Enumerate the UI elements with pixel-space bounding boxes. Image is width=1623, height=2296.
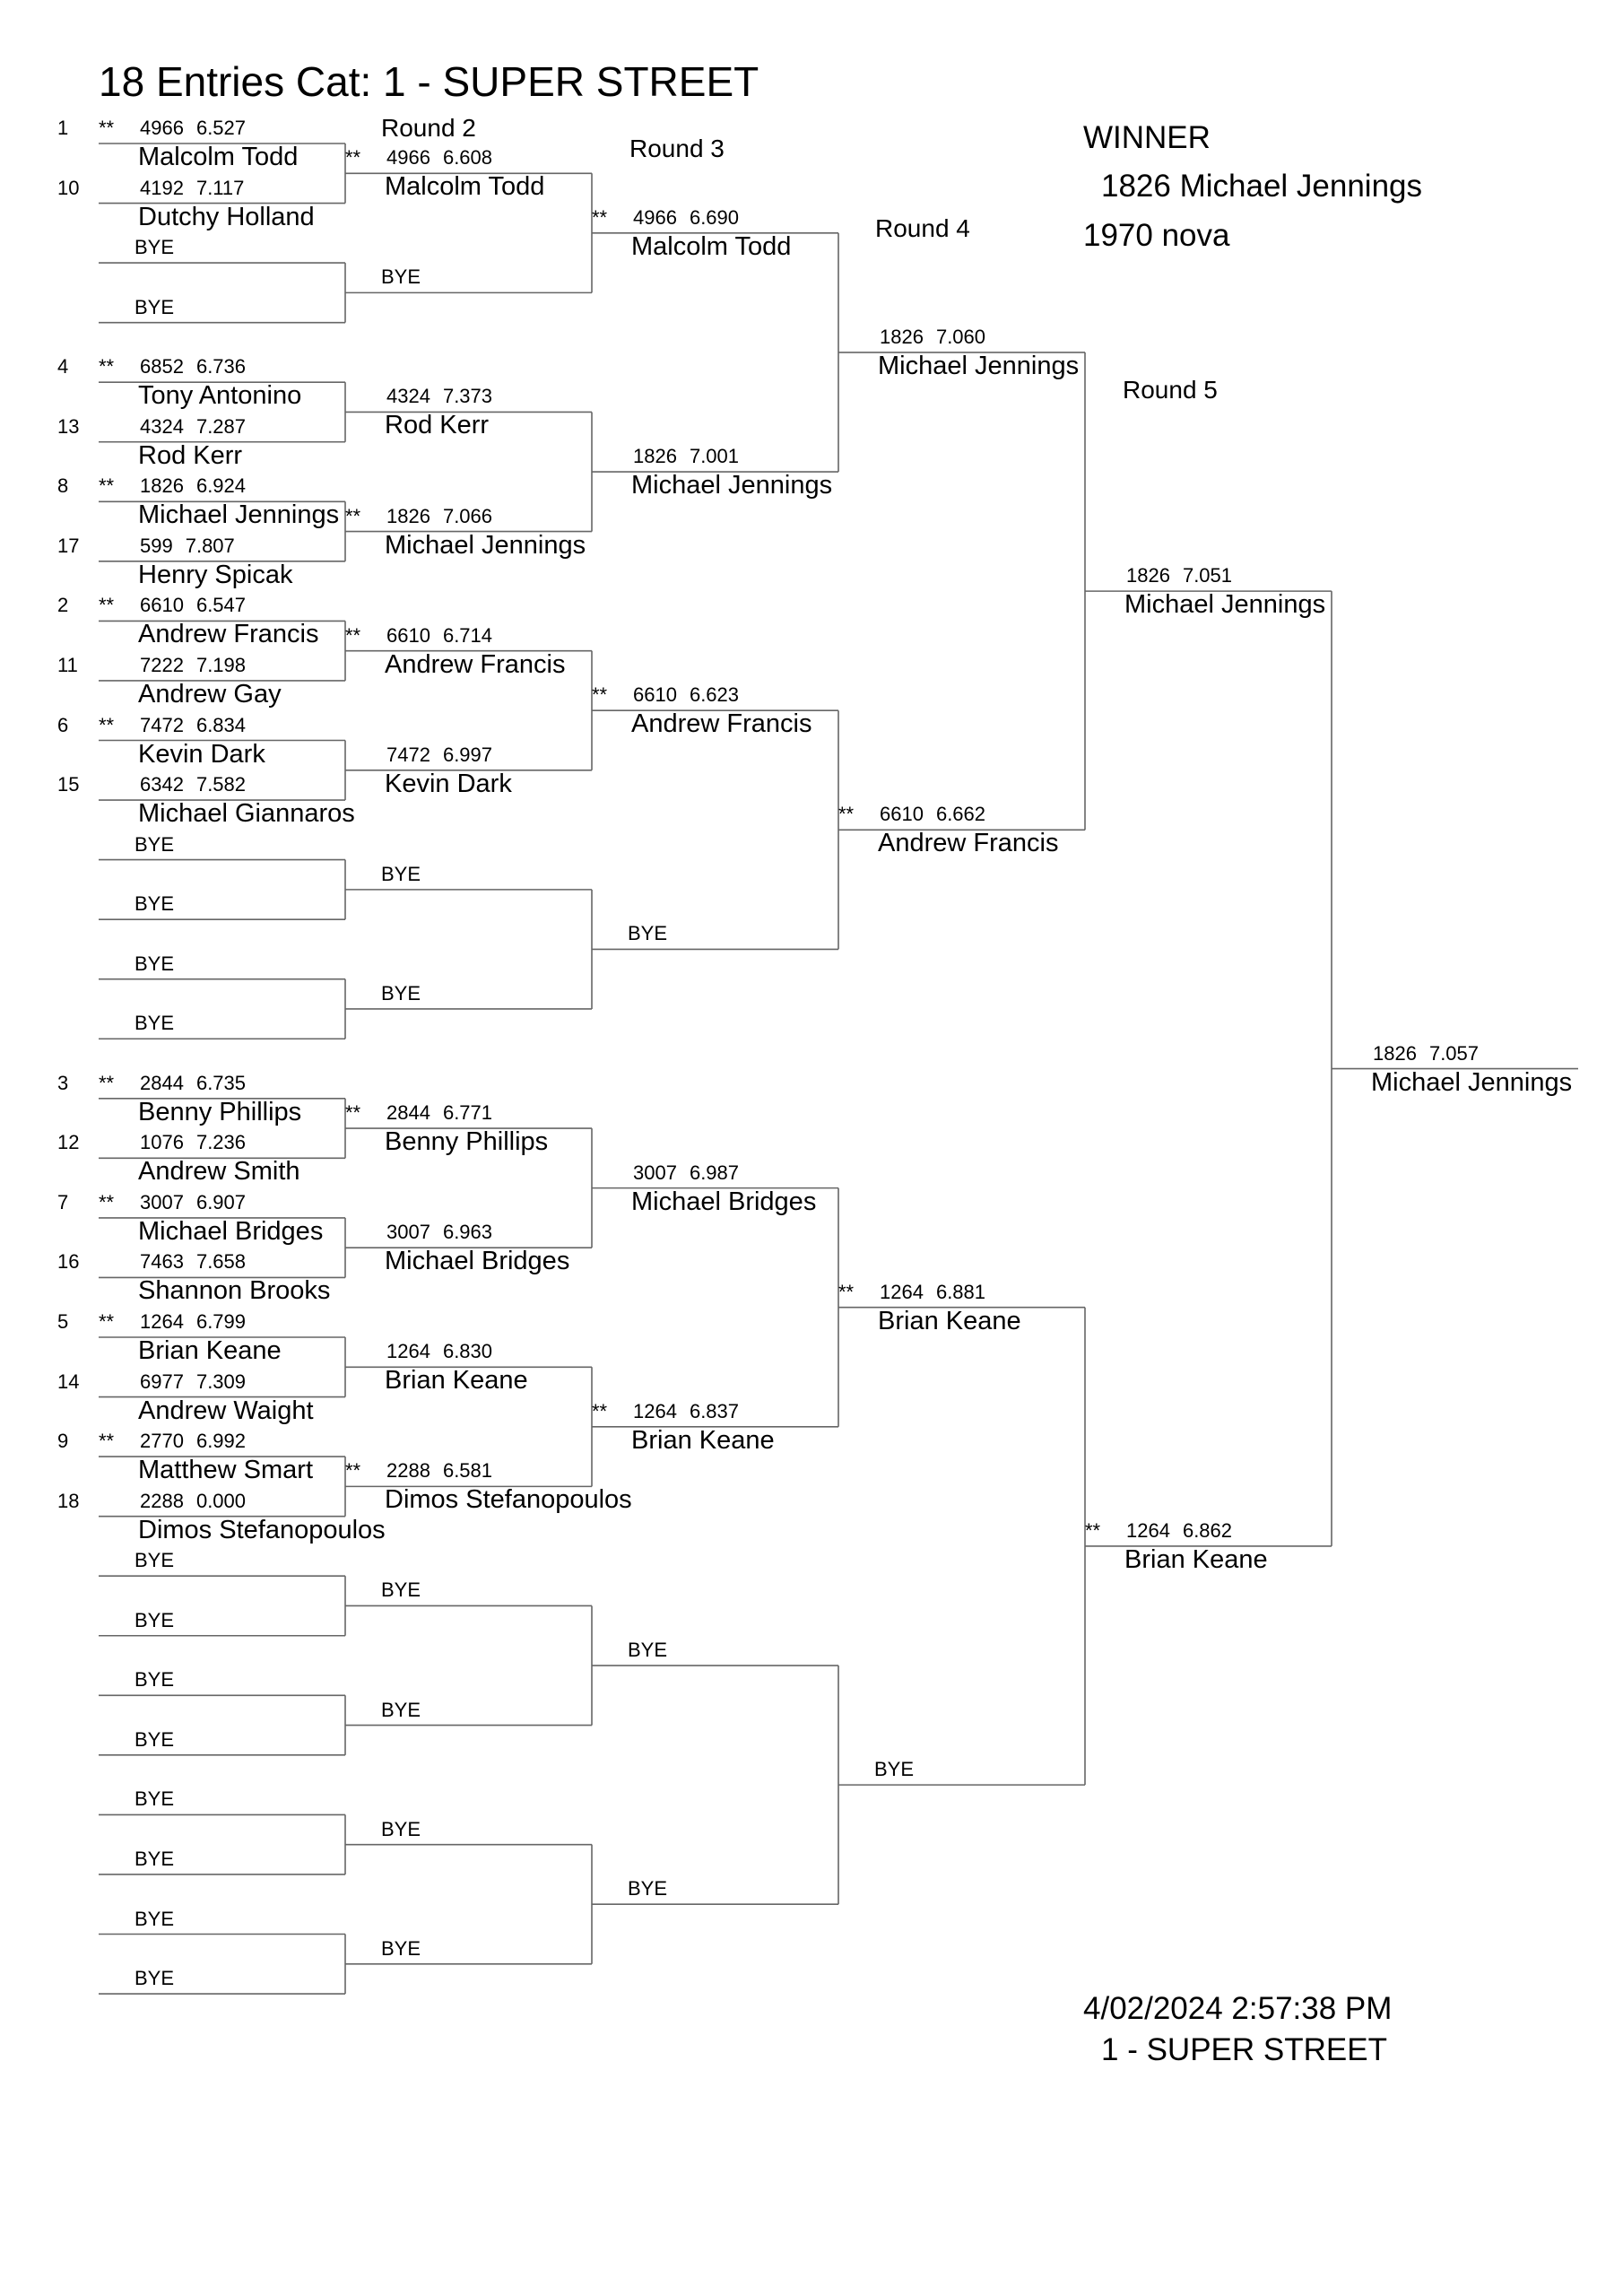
qualifier-mark: ** bbox=[99, 1430, 115, 1453]
qualifier-mark: ** bbox=[99, 117, 115, 139]
driver-name: Matthew Smart bbox=[138, 1456, 313, 1485]
qualifier-mark: ** bbox=[838, 1280, 855, 1303]
footer-datetime: 4/02/2024 2:57:38 PM bbox=[1083, 1991, 1393, 2026]
elapsed-time: 7.807 bbox=[185, 534, 235, 557]
driver-name: Andrew Waight bbox=[138, 1396, 314, 1425]
qualifier-mark: ** bbox=[345, 504, 361, 527]
driver-name: Andrew Smith bbox=[138, 1157, 300, 1187]
elapsed-time: 7.198 bbox=[195, 653, 247, 676]
elapsed-time: 7.658 bbox=[195, 1250, 247, 1274]
round-2-label: Round 2 bbox=[381, 114, 476, 142]
entry-info bbox=[592, 1163, 739, 1183]
car-number: 1826 bbox=[1373, 1041, 1417, 1065]
qualifier-mark: ** bbox=[1085, 1518, 1101, 1542]
driver-name: Benny Phillips bbox=[138, 1097, 302, 1126]
bye-label: BYE bbox=[135, 236, 175, 259]
car-number: 6610 bbox=[140, 594, 184, 617]
driver-name: Michael Jennings bbox=[1124, 590, 1326, 620]
bye-label: BYE bbox=[381, 1817, 421, 1840]
driver-name: Malcolm Todd bbox=[631, 231, 792, 261]
entry-info bbox=[99, 118, 246, 138]
driver-name: Shannon Brooks bbox=[138, 1276, 331, 1306]
elapsed-time: 6.799 bbox=[195, 1310, 247, 1333]
driver-name: Brian Keane bbox=[1124, 1544, 1268, 1574]
elapsed-time: 6.527 bbox=[195, 117, 247, 139]
elapsed-time: 7.057 bbox=[1428, 1041, 1480, 1065]
bye-label: BYE bbox=[135, 1012, 175, 1035]
car-number: 2288 bbox=[140, 1489, 184, 1512]
qualifier-mark: ** bbox=[345, 1101, 361, 1125]
elapsed-time: 7.051 bbox=[1182, 564, 1233, 587]
driver-name: Brian Keane bbox=[138, 1336, 282, 1365]
driver-name: Michael Jennings bbox=[1371, 1067, 1573, 1097]
car-number: 1826 bbox=[633, 445, 677, 468]
elapsed-time: 7.236 bbox=[195, 1131, 247, 1154]
entry-info bbox=[99, 357, 246, 377]
elapsed-time: 6.608 bbox=[442, 146, 493, 170]
entry-info bbox=[99, 1190, 247, 1213]
entry-info bbox=[1085, 1518, 1233, 1542]
bye-label: BYE bbox=[135, 1549, 175, 1572]
car-number: 1826 bbox=[1126, 564, 1170, 587]
entry-info bbox=[99, 1431, 246, 1451]
entry-info bbox=[99, 596, 246, 615]
car-number: 4966 bbox=[386, 146, 430, 170]
elapsed-time: 7.309 bbox=[195, 1370, 247, 1393]
bye-label: BYE bbox=[628, 922, 668, 945]
qualifier-mark: ** bbox=[99, 355, 115, 378]
entry-info bbox=[345, 1342, 492, 1361]
driver-name: Andrew Gay bbox=[138, 679, 282, 709]
elapsed-time: 6.997 bbox=[442, 743, 493, 766]
driver-name: Brian Keane bbox=[385, 1366, 528, 1396]
bye-label: BYE bbox=[135, 832, 175, 856]
entry-info bbox=[592, 447, 739, 466]
car-number: 2844 bbox=[386, 1101, 430, 1125]
car-number: 6342 bbox=[140, 773, 184, 796]
qualifier-mark: ** bbox=[345, 623, 361, 647]
car-number: 1826 bbox=[386, 504, 430, 527]
entry-info bbox=[99, 536, 235, 556]
elapsed-time: 6.714 bbox=[442, 623, 493, 647]
seed-number: 5 bbox=[57, 1310, 69, 1333]
car-number: 1264 bbox=[386, 1340, 430, 1363]
elapsed-time: 6.735 bbox=[195, 1071, 247, 1094]
driver-name: Rod Kerr bbox=[385, 411, 490, 440]
bye-label: BYE bbox=[135, 1668, 175, 1692]
car-number: 2770 bbox=[140, 1430, 184, 1453]
car-number: 3007 bbox=[386, 1221, 430, 1244]
driver-name: Kevin Dark bbox=[138, 739, 265, 769]
entry-info bbox=[99, 1071, 247, 1094]
elapsed-time: 0.000 bbox=[195, 1489, 247, 1512]
entry-info bbox=[99, 775, 246, 795]
entry-info bbox=[99, 1252, 246, 1272]
elapsed-time: 6.963 bbox=[442, 1221, 493, 1244]
round-5-label: Round 5 bbox=[1123, 376, 1218, 404]
bye-label: BYE bbox=[135, 1727, 175, 1751]
elapsed-time: 6.547 bbox=[195, 594, 247, 617]
winner-car: 1970 nova bbox=[1083, 218, 1230, 253]
car-number: 1826 bbox=[880, 325, 924, 348]
bye-label: BYE bbox=[381, 981, 421, 1004]
elapsed-time: 6.907 bbox=[195, 1190, 247, 1213]
seed-number: 2 bbox=[57, 594, 69, 617]
elapsed-time: 7.373 bbox=[442, 385, 493, 408]
entry-info bbox=[99, 1133, 246, 1152]
elapsed-time: 6.662 bbox=[935, 803, 986, 826]
driver-name: Henry Spicak bbox=[138, 560, 293, 589]
car-number: 7472 bbox=[386, 743, 430, 766]
bye-label: BYE bbox=[135, 295, 175, 318]
elapsed-time: 6.690 bbox=[689, 205, 740, 229]
bye-label: BYE bbox=[381, 1936, 421, 1960]
page-title: 18 Entries Cat: 1 - SUPER STREET bbox=[99, 58, 759, 105]
elapsed-time: 6.623 bbox=[689, 683, 740, 707]
elapsed-time: 7.066 bbox=[442, 504, 493, 527]
driver-name: Michael Jennings bbox=[138, 500, 340, 530]
bye-label: BYE bbox=[628, 1877, 668, 1900]
entry-info bbox=[99, 1372, 246, 1392]
qualifier-mark: ** bbox=[99, 1071, 115, 1094]
driver-name: Brian Keane bbox=[631, 1425, 775, 1455]
car-number: 4966 bbox=[633, 205, 677, 229]
seed-number: 11 bbox=[57, 653, 78, 676]
entry-info bbox=[345, 504, 493, 527]
bye-label: BYE bbox=[381, 862, 421, 885]
driver-name: Brian Keane bbox=[878, 1306, 1021, 1335]
car-number: 7463 bbox=[140, 1250, 184, 1274]
driver-name: Michael Bridges bbox=[138, 1216, 324, 1246]
seed-number: 6 bbox=[57, 713, 69, 736]
qualifier-mark: ** bbox=[345, 1459, 361, 1483]
seed-number: 18 bbox=[57, 1489, 80, 1512]
entry-info bbox=[99, 713, 247, 736]
bye-label: BYE bbox=[135, 952, 175, 975]
qualifier-mark: ** bbox=[838, 803, 855, 826]
seed-number: 12 bbox=[57, 1131, 80, 1154]
entry-info bbox=[345, 623, 493, 647]
car-number: 1826 bbox=[140, 474, 184, 498]
elapsed-time: 7.001 bbox=[689, 445, 740, 468]
car-number: 1264 bbox=[880, 1280, 924, 1303]
entry-info bbox=[99, 653, 247, 676]
entry-info bbox=[1085, 566, 1232, 586]
seed-number: 1 bbox=[57, 117, 69, 139]
elapsed-time: 6.581 bbox=[442, 1459, 493, 1483]
elapsed-time: 6.771 bbox=[442, 1101, 493, 1125]
entry-info bbox=[592, 1399, 740, 1422]
entry-info bbox=[345, 1222, 492, 1242]
entry-info bbox=[345, 387, 492, 406]
driver-name: Dutchy Holland bbox=[138, 202, 315, 231]
driver-name: Andrew Francis bbox=[385, 649, 566, 679]
footer-category: 1 - SUPER STREET bbox=[1101, 2032, 1387, 2067]
bye-label: BYE bbox=[381, 265, 421, 289]
driver-name: Malcolm Todd bbox=[385, 172, 545, 202]
entry-info bbox=[838, 327, 985, 347]
car-number: 4324 bbox=[140, 414, 184, 438]
bye-label: BYE bbox=[135, 1787, 175, 1811]
bye-label: BYE bbox=[381, 1578, 421, 1602]
car-number: 1264 bbox=[140, 1310, 184, 1333]
driver-name: Malcolm Todd bbox=[138, 143, 299, 171]
entry-info bbox=[99, 1312, 246, 1332]
entry-info bbox=[99, 414, 247, 438]
driver-name: Michael Bridges bbox=[631, 1187, 817, 1216]
seed-number: 15 bbox=[57, 773, 80, 796]
qualifier-mark: ** bbox=[345, 146, 361, 170]
seed-number: 17 bbox=[57, 534, 80, 557]
driver-name: Dimos Stefanopoulos bbox=[385, 1485, 632, 1515]
entry-info bbox=[99, 476, 246, 496]
car-number: 3007 bbox=[633, 1161, 677, 1184]
car-number: 599 bbox=[140, 534, 173, 557]
car-number: 6610 bbox=[386, 623, 430, 647]
driver-name: Andrew Francis bbox=[138, 620, 319, 649]
driver-name: Andrew Francis bbox=[878, 829, 1059, 858]
driver-name: Michael Jennings bbox=[385, 530, 586, 560]
car-number: 7222 bbox=[140, 653, 184, 676]
entry-info bbox=[345, 1103, 492, 1123]
driver-name: Andrew Francis bbox=[631, 709, 812, 739]
car-number: 3007 bbox=[140, 1190, 184, 1213]
seed-number: 14 bbox=[57, 1370, 80, 1393]
bye-label: BYE bbox=[628, 1639, 668, 1662]
entry-info bbox=[345, 745, 492, 765]
winner-label: WINNER bbox=[1083, 120, 1211, 155]
qualifier-mark: ** bbox=[99, 474, 115, 498]
elapsed-time: 6.881 bbox=[935, 1280, 986, 1303]
entry-info bbox=[1332, 1041, 1480, 1065]
qualifier-mark: ** bbox=[99, 1310, 115, 1333]
bye-label: BYE bbox=[135, 1847, 175, 1870]
elapsed-time: 6.736 bbox=[195, 355, 247, 378]
qualifier-mark: ** bbox=[592, 205, 608, 229]
car-number: 6977 bbox=[140, 1370, 184, 1393]
winner-line: 1826 Michael Jennings bbox=[1101, 169, 1423, 204]
elapsed-time: 6.992 bbox=[195, 1430, 247, 1453]
entry-info bbox=[99, 1489, 247, 1512]
driver-name: Benny Phillips bbox=[385, 1127, 549, 1157]
qualifier-mark: ** bbox=[592, 683, 608, 707]
round-4-label: Round 4 bbox=[875, 214, 970, 242]
elapsed-time: 6.924 bbox=[195, 474, 247, 498]
driver-name: Rod Kerr bbox=[138, 440, 243, 470]
bye-label: BYE bbox=[135, 1907, 175, 1930]
bye-label: BYE bbox=[135, 892, 175, 916]
driver-name: Michael Bridges bbox=[385, 1247, 570, 1276]
elapsed-time: 7.582 bbox=[195, 773, 247, 796]
qualifier-mark: ** bbox=[99, 594, 115, 617]
elapsed-time: 7.287 bbox=[195, 414, 247, 438]
seed-number: 8 bbox=[57, 474, 69, 498]
driver-name: Dimos Stefanopoulos bbox=[138, 1515, 386, 1544]
seed-number: 16 bbox=[57, 1250, 80, 1274]
qualifier-mark: ** bbox=[99, 713, 115, 736]
entry-info bbox=[592, 205, 740, 229]
driver-name: Michael Jennings bbox=[631, 471, 833, 500]
car-number: 2844 bbox=[140, 1071, 184, 1094]
seed-number: 10 bbox=[57, 176, 80, 199]
elapsed-time: 7.060 bbox=[935, 325, 986, 348]
entry-info bbox=[99, 178, 244, 198]
elapsed-time: 6.987 bbox=[689, 1161, 740, 1184]
seed-number: 3 bbox=[57, 1071, 69, 1094]
car-number: 1264 bbox=[633, 1399, 677, 1422]
round-3-label: Round 3 bbox=[629, 135, 725, 162]
entry-info bbox=[345, 148, 492, 168]
car-number: 4192 bbox=[140, 176, 184, 199]
driver-name: Michael Jennings bbox=[878, 351, 1080, 380]
car-number: 2288 bbox=[386, 1459, 430, 1483]
entry-info bbox=[592, 685, 739, 705]
seed-number: 4 bbox=[57, 355, 69, 378]
qualifier-mark: ** bbox=[99, 1190, 115, 1213]
elapsed-time: 6.830 bbox=[442, 1340, 493, 1363]
car-number: 7472 bbox=[140, 713, 184, 736]
seed-number: 7 bbox=[57, 1190, 69, 1213]
elapsed-time: 6.862 bbox=[1182, 1518, 1233, 1542]
bye-label: BYE bbox=[381, 1698, 421, 1721]
driver-name: Kevin Dark bbox=[385, 769, 512, 798]
bye-label: BYE bbox=[874, 1758, 915, 1781]
car-number: 6610 bbox=[633, 683, 677, 707]
car-number: 1076 bbox=[140, 1131, 184, 1154]
elapsed-time: 7.117 bbox=[195, 176, 245, 199]
seed-number: 13 bbox=[57, 414, 80, 438]
driver-name: Tony Antonino bbox=[138, 381, 302, 411]
entry-info bbox=[838, 1280, 986, 1303]
bye-label: BYE bbox=[135, 1608, 175, 1631]
elapsed-time: 6.837 bbox=[689, 1399, 740, 1422]
car-number: 1264 bbox=[1126, 1518, 1170, 1542]
elapsed-time: 6.834 bbox=[195, 713, 247, 736]
qualifier-mark: ** bbox=[592, 1399, 608, 1422]
driver-name: Michael Giannaros bbox=[138, 799, 355, 829]
car-number: 4324 bbox=[386, 385, 430, 408]
car-number: 4966 bbox=[140, 117, 184, 139]
car-number: 6610 bbox=[880, 803, 924, 826]
bye-label: BYE bbox=[135, 1967, 175, 1990]
car-number: 6852 bbox=[140, 355, 184, 378]
entry-info bbox=[838, 804, 985, 824]
entry-info bbox=[345, 1461, 492, 1481]
seed-number: 9 bbox=[57, 1430, 69, 1453]
